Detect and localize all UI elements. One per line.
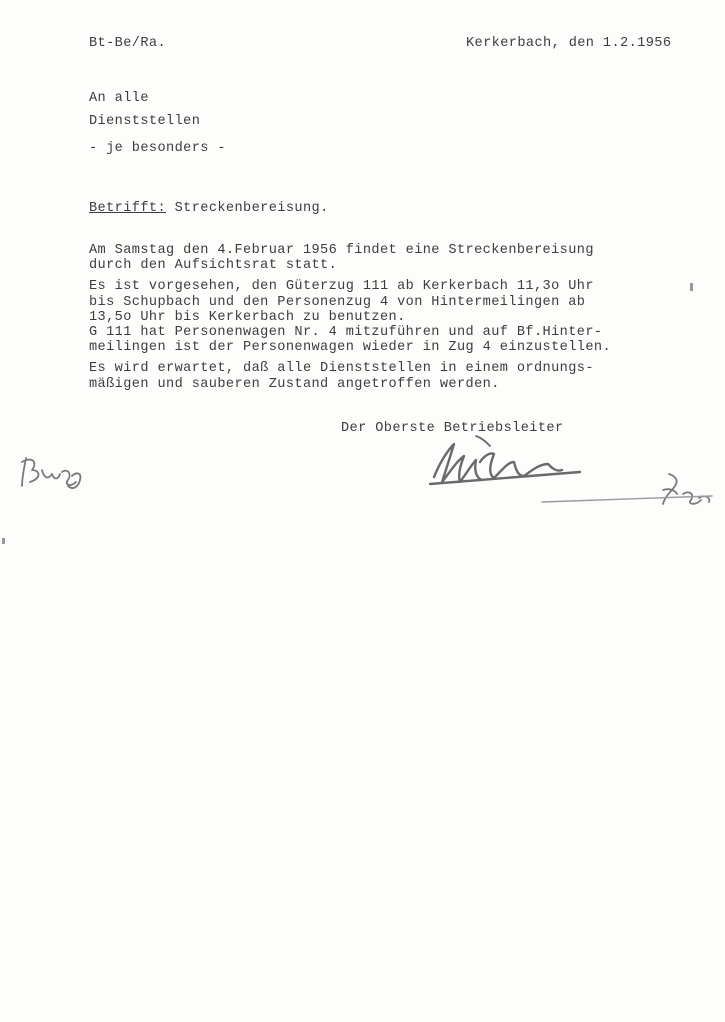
subject-text: Streckenbereisung. [166,201,329,216]
letter-body [89,243,699,398]
paragraph-3 [89,361,699,391]
paragraph-line: 13,5o Uhr bis Kerkerbach zu benutzen. [89,309,406,325]
paragraph-line: Am Samstag den 4.Februar 1956 findet eine Streckenbereisung [89,243,594,258]
paragraph-line: meilingen ist der Personenwagen wieder in Zug 4 einzustellen. [89,340,612,356]
reference-code: Bt-Be/Ra. [89,36,167,51]
pencil-initials-left [12,450,92,495]
page-edge-mark [2,538,5,544]
paragraph-line: Es wird erwartet, daß alle Dienststellen in einem ordnungs- [89,361,594,377]
paragraph-line: bis Schupbach und den Personenzug 4 von Hintermeilingen ab [89,294,586,310]
paragraph-line: G 111 hat Personenwagen Nr. 4 mitzuführen und auf Bf.Hinter- [89,325,603,341]
recipient-line-3: - je besonders - [89,141,226,156]
paragraph-line: durch den Aufsichtsrat statt. [89,258,338,274]
paragraph-line: mäßigen und sauberen Zustand angetroffen werden. [89,376,500,392]
paragraph-line: Es ist vorgesehen, den Güterzug 111 ab Kerkerbach 11,3o Uhr [89,279,594,295]
subject-label: Betrifft: [89,201,167,216]
signoff-title: Der Oberste Betriebsleiter [341,421,564,436]
place-and-date: Kerkerbach, den 1.2.1956 [466,36,672,51]
recipient-line-1: An alle [89,91,149,106]
recipient-line-2: Dienststellen [89,114,201,129]
paragraph-1 [89,243,699,273]
page-edge-mark [690,283,693,291]
handwritten-signature [420,432,600,502]
pencil-underline [540,494,715,506]
paragraph-2 [89,279,699,355]
subject-line [89,201,329,216]
